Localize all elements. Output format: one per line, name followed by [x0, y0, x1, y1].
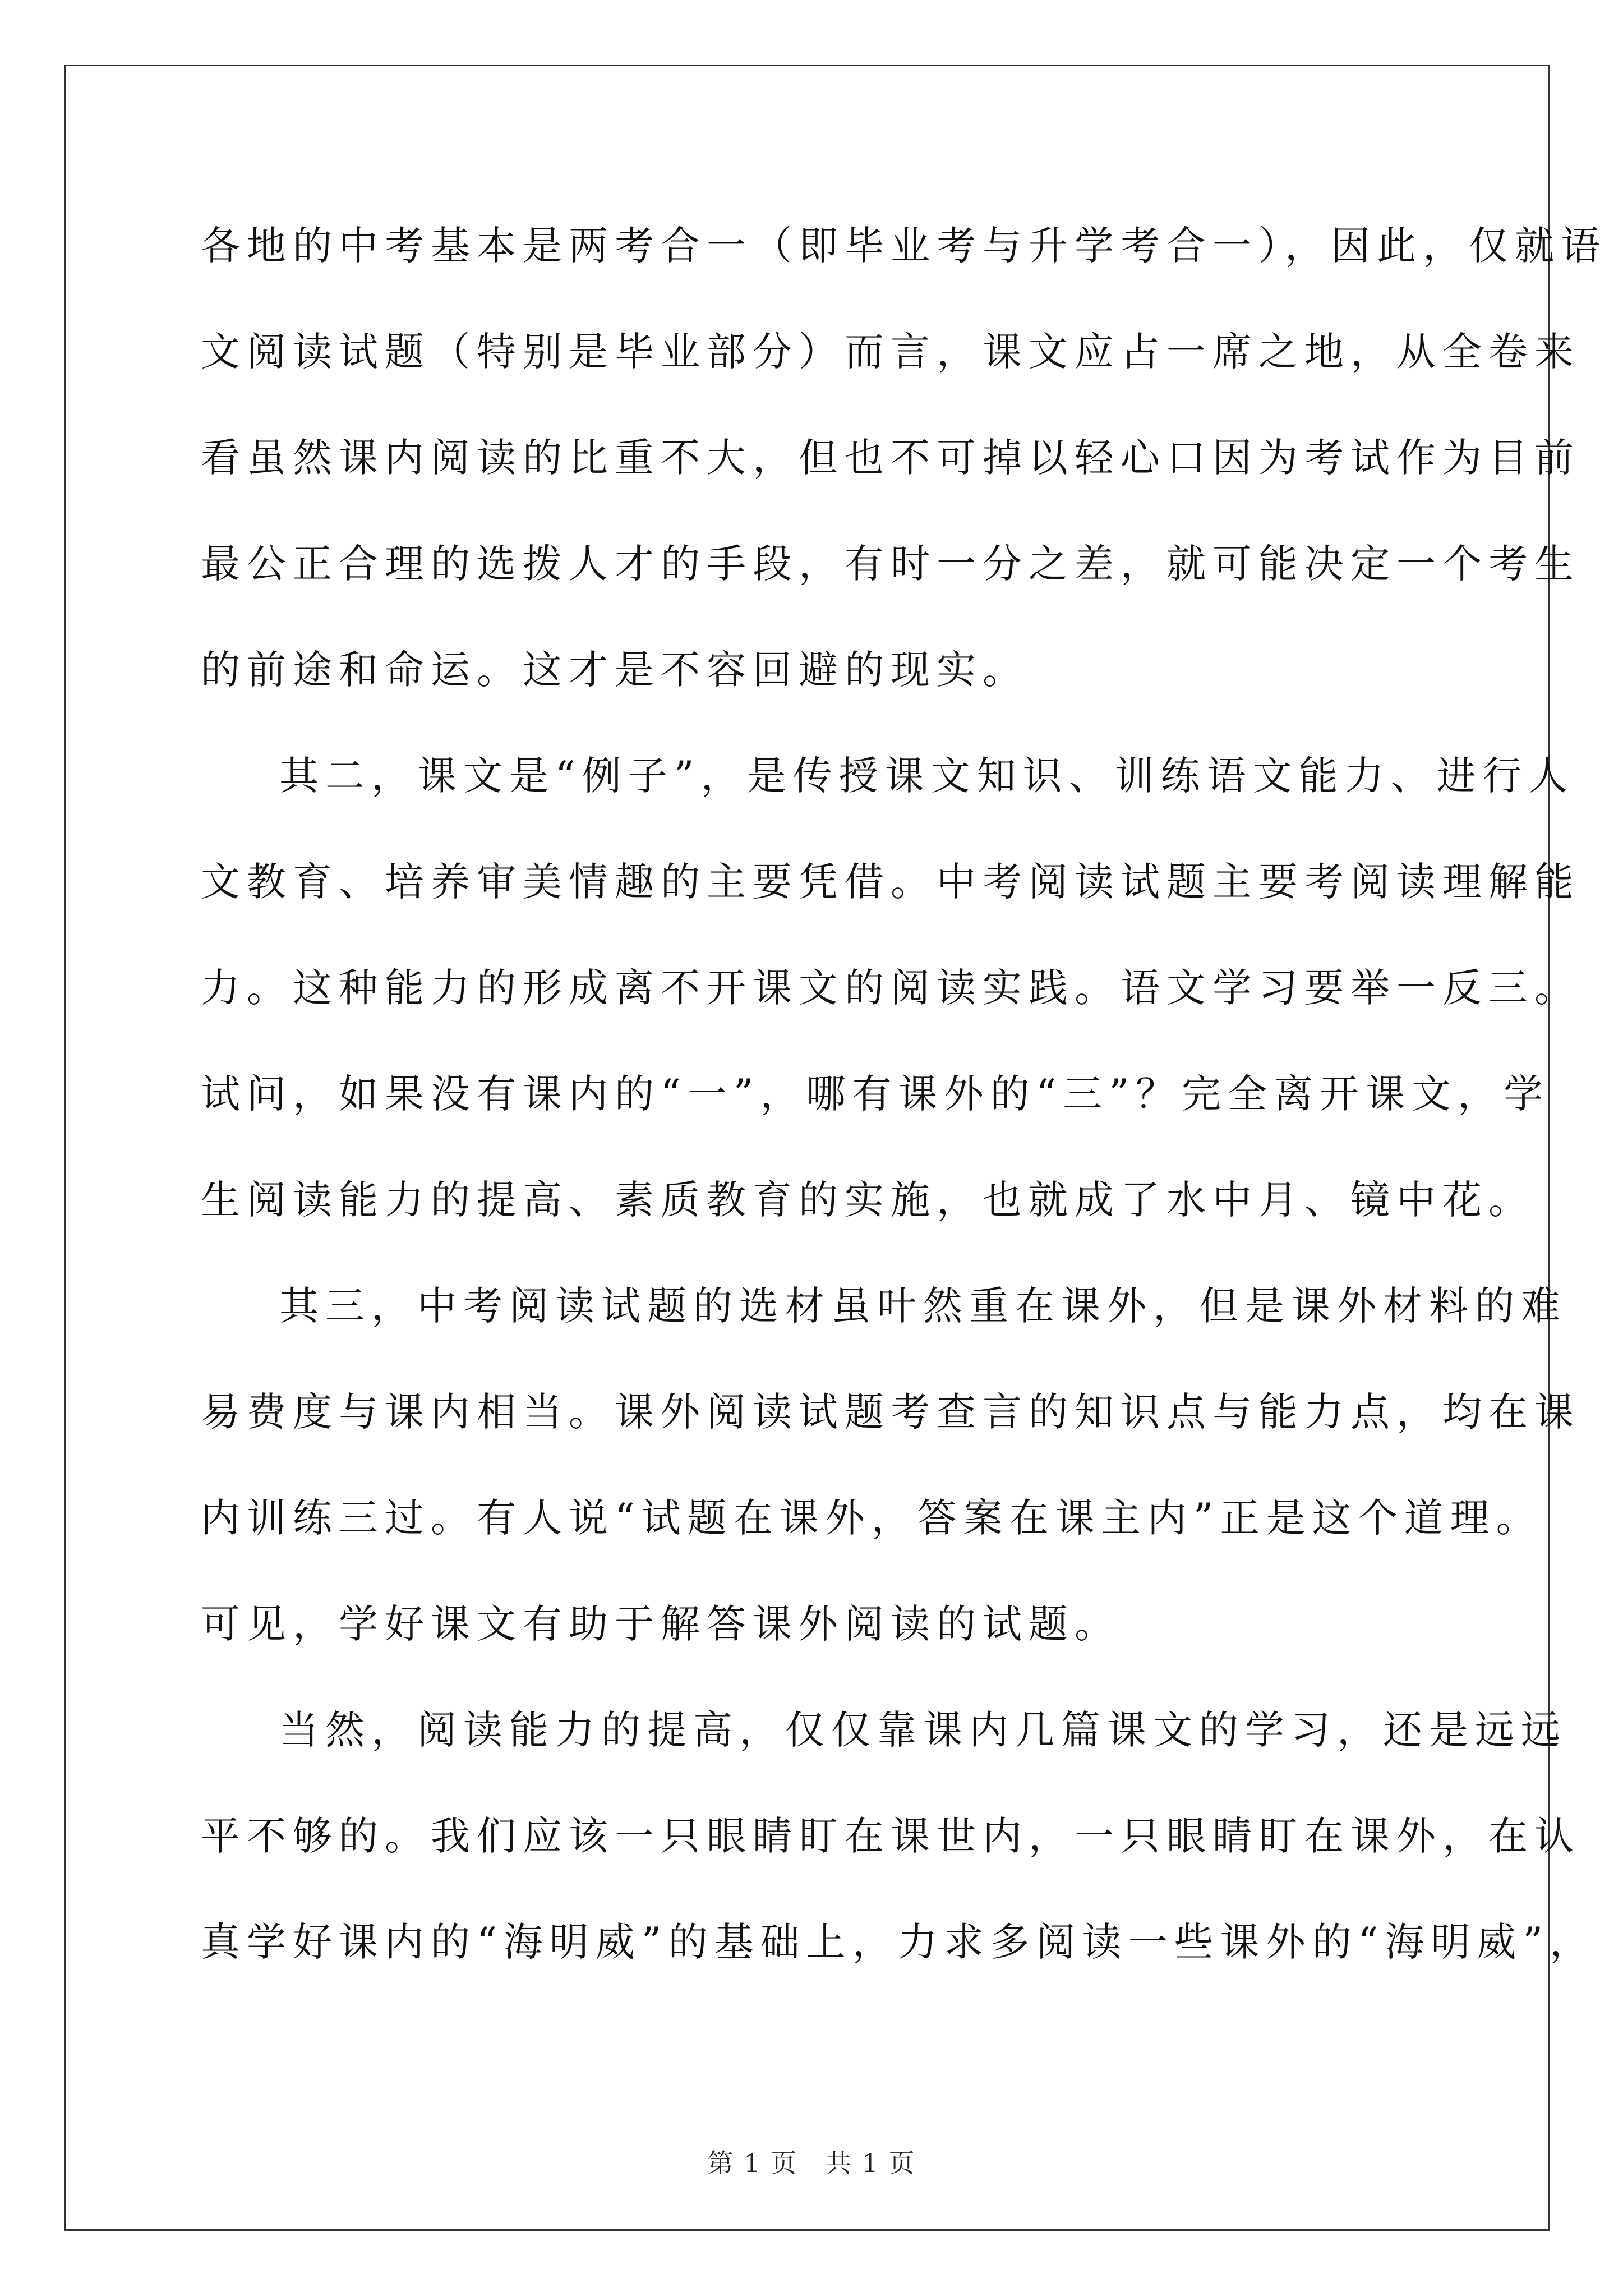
page-footer [0, 2143, 1623, 2180]
page-number-label: 第 1 页 [707, 2148, 797, 2178]
text-line: 看虽然课内阅读的比重不大，但也不可掉以轻心口因为考试作为目前 [201, 435, 1580, 481]
text-line: 生阅读能力的提高、素质教育的实施，也就成了水中月、镜中花。 [201, 1177, 1534, 1223]
text-line: 文教育、培养审美情趣的主要凭借。中考阅读试题主要考阅读理解能 [201, 859, 1580, 905]
total-pages-label: 共 1 页 [826, 2148, 916, 2178]
text-line: 真学好课内的“海明威”的基础上，力求多阅读一些课外的“海明威”， [201, 1919, 1596, 1965]
text-line: 文阅读试题（特别是毕业部分）而言，课文应占一席之地，从全卷来 [201, 329, 1580, 375]
text-line: 试问，如果没有课内的“一”，哪有课外的“三”？完全离开课文，学 [201, 1071, 1550, 1117]
text-line: 易费度与课内相当。课外阅读试题考查言的知识点与能力点，均在课 [201, 1389, 1580, 1435]
text-line: 可见，学好课文有助于解答课外阅读的试题。 [201, 1601, 1121, 1647]
paragraph-start-line: 其三，中考阅读试题的选材虽叶然重在课外，但是课外材料的难 [279, 1283, 1567, 1329]
text-line: 力。这种能力的形成离不开课文的阅读实践。语文学习要举一反三。 [201, 965, 1580, 1011]
document-body [201, 206, 1607, 2009]
text-line: 的前途和命运。这才是不容回避的现实。 [201, 647, 1029, 693]
text-line: 内训练三过。有人说“试题在课外，答案在课主内”正是这个道理。 [201, 1495, 1542, 1541]
paragraph-start-line: 当然，阅读能力的提高，仅仅靠课内几篇课文的学习，还是远远 [279, 1707, 1567, 1753]
text-line: 各地的中考基本是两考合一（即毕业考与升学考合一），因此，仅就语 [201, 223, 1607, 269]
text-line: 最公正合理的选拨人才的手段，有时一分之差，就可能决定一个考生 [201, 541, 1580, 587]
text-line: 平不够的。我们应该一只眼睛盯在课世内，一只眼睛盯在课外，在认 [201, 1813, 1580, 1859]
paragraph-start-line: 其二，课文是“例子”，是传授课文知识、训练语文能力、进行人 [279, 753, 1575, 799]
